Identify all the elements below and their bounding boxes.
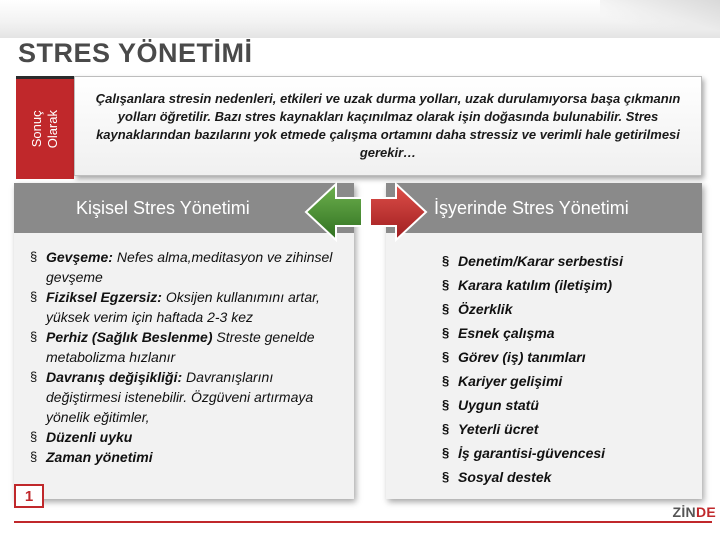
- footer-divider: [14, 521, 712, 523]
- list-item: [30, 367, 340, 427]
- workplace-stress-list: [386, 233, 702, 489]
- workplace-stress-heading: İşyerinde Stres Yönetimi: [386, 183, 702, 233]
- item-term: Perhiz (Sağlık Beslenme): [46, 329, 213, 345]
- item-desc: Streste genelde metabolizma hızlanır: [46, 329, 315, 365]
- direction-arrows: [302, 180, 430, 244]
- personal-stress-list: [14, 233, 354, 467]
- list-item: [30, 427, 340, 447]
- list-item: [30, 287, 340, 327]
- red-right-arrow-icon: [370, 184, 426, 240]
- item-term: Davranış değişikliği:: [46, 369, 183, 385]
- list-item: § İş garantisi-güvencesi: [442, 441, 688, 465]
- list-item: [30, 247, 340, 287]
- logo-part-2: DE: [695, 504, 716, 520]
- list-item: § Sosyal destek: [442, 465, 688, 489]
- list-item: § Karara katılım (iletişim): [442, 273, 688, 297]
- item-term: Gevşeme:: [46, 249, 113, 265]
- item-desc: Nefes alma,meditasyon ve zihinsel gevşeme: [46, 249, 333, 285]
- list-item: § Kariyer gelişimi: [442, 369, 688, 393]
- item-term: Fiziksel Egzersiz:: [46, 289, 162, 305]
- zinde-logo: [672, 504, 716, 520]
- personal-stress-heading: Kişisel Stres Yönetimi: [14, 183, 354, 233]
- list-item: § Görev (iş) tanımları: [442, 345, 688, 369]
- side-label: Sonuç Olarak: [29, 109, 60, 149]
- list-item: § Özerklik: [442, 297, 688, 321]
- item-term: Düzenli uyku: [46, 429, 133, 445]
- page-title: STRES YÖNETİMİ: [18, 38, 253, 68]
- list-item: [30, 447, 340, 467]
- list-item: § Yeterli ücret: [442, 417, 688, 441]
- intro-text: Çalışanlara stresin nedenleri, etkileri ve uzak durma yolları, uzak durulamıyorsa başa çıkmanın yolları öğretilir. Bazı stres kaynakları kaçınılmaz olarak işin doğasında bulunabilir. Stres kaynaklarından bazılarını yok etmede çalışma ortamını daha stressiz ve verimli hale getirilmesi gerekir…: [95, 91, 681, 160]
- item-desc: Davranışlarını değiştirmesi istenebilir. Özgüveni artırmaya yönelik eğitimler,: [46, 369, 314, 425]
- side-label-box: [16, 76, 74, 179]
- item-desc: Oksijen kullanımını artar, yüksek verim için haftada 2-3 kez: [46, 289, 320, 325]
- list-item: § Esnek çalışma: [442, 321, 688, 345]
- intro-box: [74, 76, 702, 176]
- workplace-stress-panel: [386, 183, 702, 499]
- list-item: [30, 327, 340, 367]
- item-term: Zaman yönetimi: [46, 449, 153, 465]
- list-item: § Denetim/Karar serbestisi: [442, 249, 688, 273]
- list-item: § Uygun statü: [442, 393, 688, 417]
- corner-shade: [600, 0, 720, 30]
- page-number: 1: [14, 484, 44, 508]
- logo-part-1: ZİN: [672, 504, 696, 520]
- green-left-arrow-icon: [306, 184, 362, 240]
